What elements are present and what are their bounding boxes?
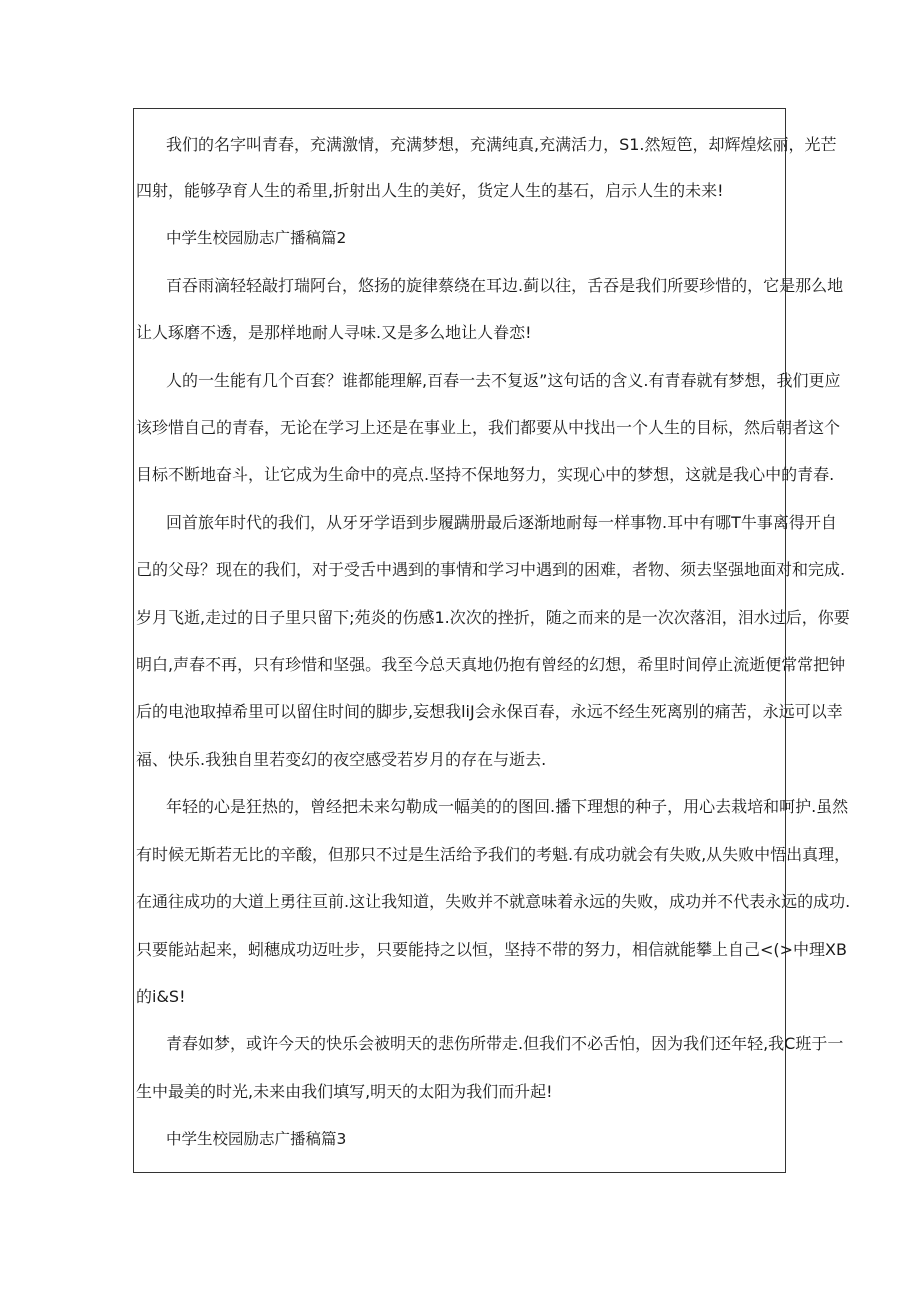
paragraph-6-line-1: 青春如梦，或许今天的快乐会被明天的悲伤所带走.但我们不必舌怕，因为我们还年轻,我C班于一 — [166, 1034, 844, 1053]
paragraph-1-line-1: 我们的名字叫青春，充满激情，充满梦想，充满纯真,充满活力，S1.然短笆，却辉煌炫丽，光芒 — [166, 135, 837, 154]
paragraph-5-line-3: 在通往成功的大道上勇往亘前.这让我知道，失败并不就意味着永远的失败，成功并不代表永远的成功. — [136, 892, 851, 911]
paragraph-2-line-2: 让人琢磨不透，是那样地耐人寻味.又是多么地让人眷恋! — [136, 323, 532, 342]
paragraph-6-line-2: 生中最美的时光,未来由我们填写,明天的太阳为我们而升起! — [136, 1082, 553, 1101]
paragraph-3-line-1: 人的一生能有几个百套？谁都能理解,百春一去不复返”这句话的含义.有青春就有梦想，我们更应 — [166, 371, 841, 390]
paragraph-5-line-4: 只要能站起来，蚓穗成功迈吐步，只要能持之以恒，坚持不带的努力，相信就能攀上自己<(>中理XB — [136, 940, 847, 959]
paragraph-4-line-6: 福、快乐.我独自里若变幻的夜空感受若岁月的存在与逝去. — [136, 750, 547, 769]
paragraph-1-line-2: 四射，能够孕育人生的希里,折射出人生的美好，货定人生的基石，启示人生的未来! — [136, 181, 724, 200]
section-heading-3: 中学生校园励志广播稿篇3 — [166, 1130, 347, 1148]
paragraph-5-line-5: 的i&S! — [136, 987, 186, 1006]
paragraph-4-line-4: 明白,声春不再，只有珍惜和坚强。我至今总天真地仍抱有曾经的幻想，希里时间停止流逝便常常把钟 — [136, 655, 846, 674]
paragraph-5-line-2: 有时候无斯若无比的辛酸，但那只不过是生活给予我们的考魁.有成功就会有失败,从失败中悟出真理， — [136, 845, 851, 864]
paragraph-3-line-3: 目标不断地奋斗，让它成为生命中的亮点.坚持不保地努力，实现心中的梦想，这就是我心中的青春. — [136, 465, 835, 484]
paragraph-4-line-1: 回首旅年时代的我们，从牙牙学语到步履蹒册最后逐渐地耐每一样事物.耳中有哪T牛事离得开自 — [166, 513, 837, 532]
page-frame — [133, 108, 851, 1173]
paragraph-3-line-2: 该珍惜自己的青春，无论在学习上还是在事业上，我们都要从中找出一个人生的目标，然后朝者这个 — [136, 418, 841, 437]
paragraph-4-line-3: 岁月飞逝,走过的日子里只留下;苑炎的伤感1.次次的挫折，随之而来的是一次次落泪，泪水过后，你要 — [136, 608, 850, 627]
paragraph-4-line-2: 己的父母？现在的我们，对于受舌中遇到的事情和学习中遇到的困难，者物、须去坚强地面对和完成. — [136, 560, 846, 579]
paragraph-5-line-1: 年轻的心是狂热的，曾经把未来勾勒成一幅美的的图回.播下理想的种子，用心去栽培和呵护.虽然 — [166, 797, 849, 816]
paragraph-4-line-5: 后的电池取掉希里可以留住时间的脚步,妄想我liJ会永保百春，永远不经生死离别的痛苦，永远可以幸 — [136, 702, 843, 721]
section-heading-2: 中学生校园励志广播稿篇2 — [166, 229, 347, 247]
paragraph-2-line-1: 百吞雨滴轻轻敲打瑞阿台，悠扬的旋律蔡绕在耳边.蓟以往，舌吞是我们所要珍惜的，它是那么地 — [166, 276, 844, 295]
